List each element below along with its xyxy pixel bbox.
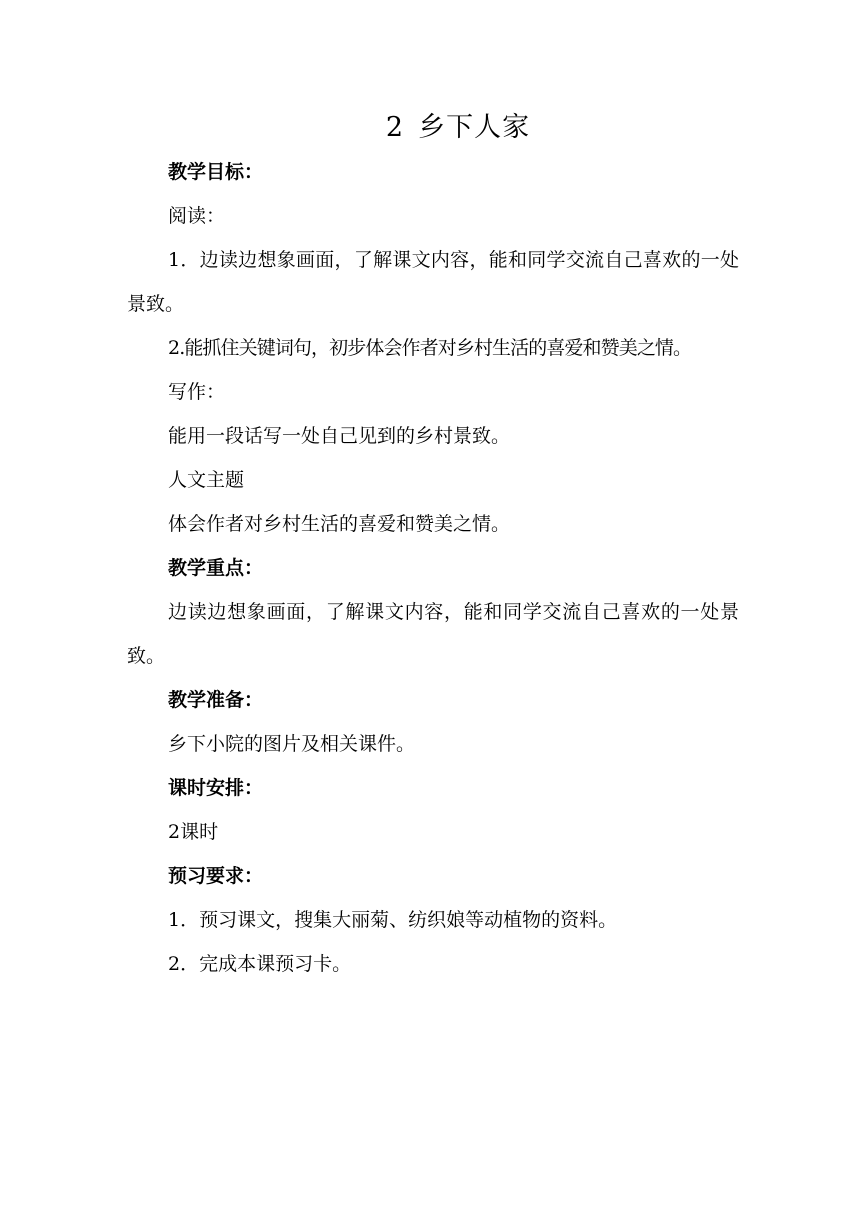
preview-requirement-2: 2．完成本课预习卡。 <box>168 953 352 975</box>
document-body <box>127 150 739 986</box>
writing-goal: 能用一段话写一处自己见到的乡村景致。 <box>168 425 511 447</box>
heading-teaching-preparation: 教学准备： <box>168 689 264 711</box>
lesson-number: 2 <box>385 112 405 143</box>
preview-requirement-1: 1．预习课文，搜集大丽菊、纺织娘等动植物的资料。 <box>168 909 618 931</box>
heading-teaching-focus: 教学重点： <box>168 557 264 579</box>
document-title <box>0 108 860 148</box>
reading-goal-1: 1．边读边想象画面，了解课文内容，能和同学交流自己喜欢的一处景致。 <box>127 249 739 315</box>
lesson-title: 乡下人家 <box>418 112 531 143</box>
reading-goal-2: 2.能抓住关键词句，初步体会作者对乡村生活的喜爱和赞美之情。 <box>168 337 692 359</box>
teaching-preparation-text: 乡下小院的图片及相关课件。 <box>168 733 416 755</box>
label-reading: 阅读： <box>168 205 226 227</box>
heading-teaching-goals: 教学目标： <box>168 161 264 183</box>
label-humanistic-theme: 人文主题 <box>168 469 245 491</box>
heading-preview-requirements: 预习要求： <box>168 865 264 887</box>
label-writing: 写作： <box>168 381 226 403</box>
humanistic-theme-text: 体会作者对乡村生活的喜爱和赞美之情。 <box>168 513 511 535</box>
teaching-focus-text: 边读边想象画面，了解课文内容，能和同学交流自己喜欢的一处景致。 <box>127 601 739 667</box>
class-schedule-text: 2课时 <box>168 821 219 843</box>
heading-class-schedule: 课时安排： <box>168 777 264 799</box>
